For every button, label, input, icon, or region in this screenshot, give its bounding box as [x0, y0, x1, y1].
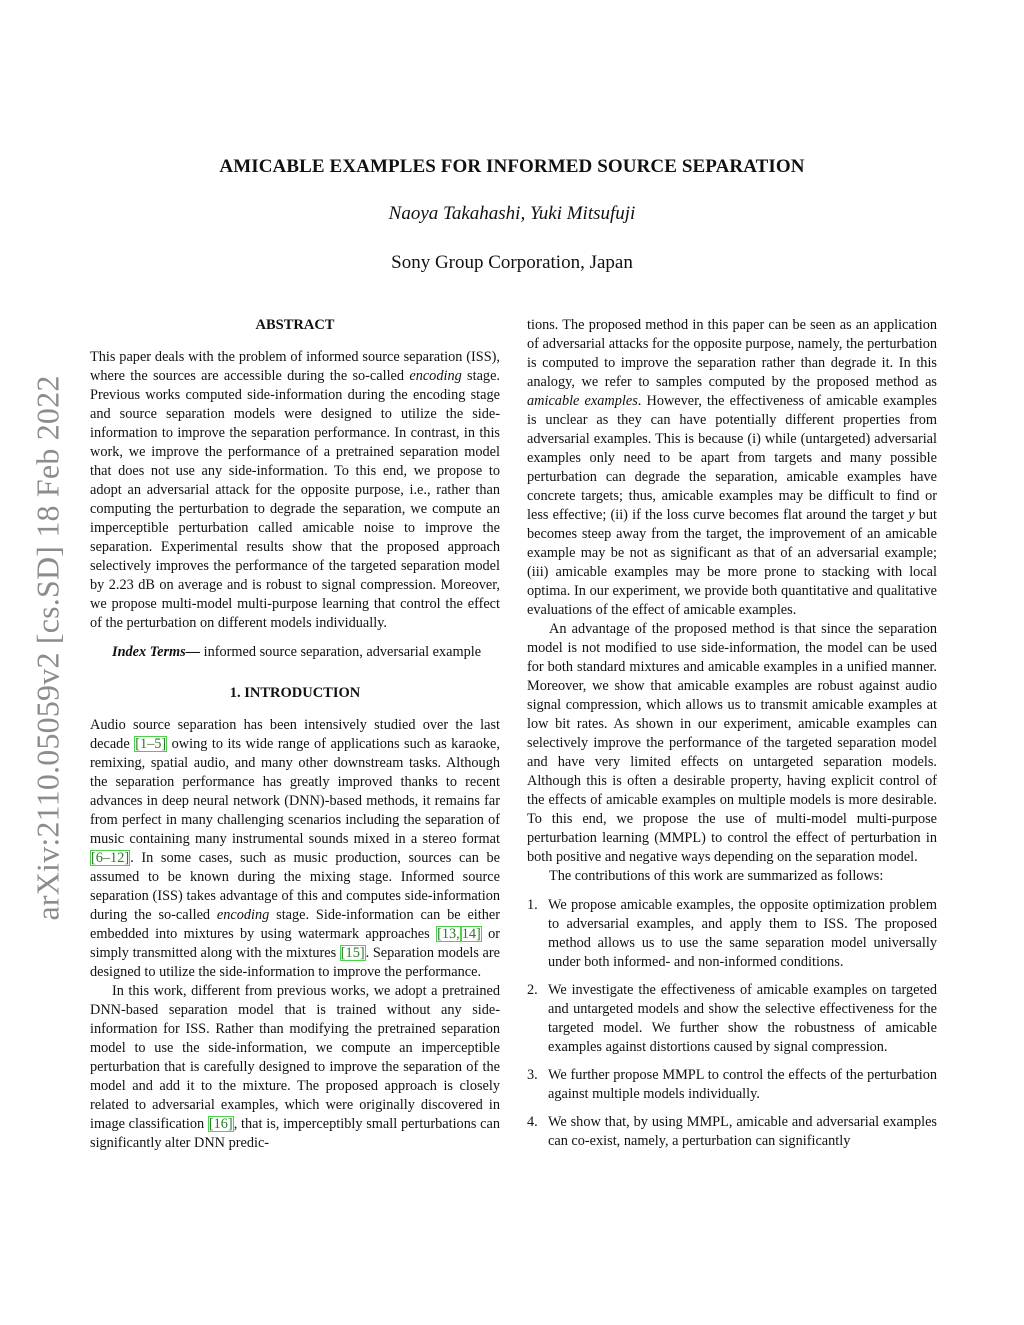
- intro-paragraph-2: [90, 982, 500, 1153]
- abstract-heading: ABSTRACT: [255, 317, 335, 333]
- target-variable-y: y: [908, 507, 915, 523]
- contributions-list: [527, 896, 937, 1151]
- citation-link[interactable]: [1–5]: [135, 736, 167, 752]
- paper-authors: Naoya Takahashi, Yuki Mitsufuji: [388, 203, 636, 224]
- right-paragraph-2: An advantage of the proposed method is that since the separation model is not modified to use side-information, the model can be used for both standard mixtures and amicable examples in a unified manner. Moreover, we show that amicable examples are robust against audio signal compression, which allows us to transmit amicable examples at low bit rates. As shown in our experiment, amicable examples can selectively improve the performance of the targeted separation model and have very limited effects on untargeted separation models. Although this is often a desirable property, having explicit control of the effects of amicable examples on multiple models is more desirable. To this end, we propose the use of multi-model multi-purpose perturbation learning (MMPL) to control the effect of perturbation in both positive and negative ways depending on the separation model.: [527, 621, 937, 865]
- intro-text-part: stage. Side-information can be either embedded into mixtures by using watermark approaches: [90, 907, 500, 942]
- paper-title: AMICABLE EXAMPLES FOR INFORMED SOURCE SEPARATION: [219, 156, 805, 177]
- list-item-text: We further propose MMPL to control the effects of the perturbation against multiple models individually.: [548, 1067, 937, 1102]
- abstract-text-part: This paper deals with the problem of informed source separation (ISS), where the sources are accessible during the so-called: [90, 349, 500, 384]
- intro-text-part: . In some cases, such as music production, sources can be assumed to be known during the mixing stage. Informed source separation (ISS) takes advantage of this and computes side-information during the so-called: [90, 850, 500, 923]
- list-item-number: 1.: [527, 897, 538, 913]
- intro-text-part: In this work, different from previous works, we adopt a pretrained DNN-based separation model that is trained without any side-information for ISS. Rather than modifying the pretrained separation model to use the side-information, we compute an imperceptible perturbation that is carefully designed to improve the separation of the model and add it to the mixture. The proposed approach is closely related to adversarial examples, which were originally discovered in image classification: [90, 983, 500, 1132]
- amicable-examples-term: amicable examples: [527, 393, 638, 409]
- citation-link[interactable]: [13,: [437, 926, 460, 942]
- list-item-text: We propose amicable examples, the opposite optimization problem to adversarial examples, and apply them to ISS. The proposed method allows us to use the same separation model universally under both informed- and non-informed conditions.: [548, 897, 937, 970]
- abstract-text-part: stage. Previous works computed side-information during the encoding stage and source separation models were designed to utilize the side-information to improve the separation performance. In contrast, in this work, we improve the performance of a pretrained separation model that does not use any side-information. To this end, we propose to adopt an adversarial attack for the opposite purpose, i.e., rather than computing the perturbation to degrade the separation, we compute an imperceptible perturbation called amicable noise to improve the separation. Experimental results show that the proposed approach selectively improves the performance of the targeted separation model by 2.23 dB on average and is robust to signal compression. Moreover, we propose multi-model multi-purpose learning that control the effect of the perturbation on different models individually.: [90, 368, 500, 631]
- right-paragraph-3: The contributions of this work are summarized as follows:: [549, 868, 884, 884]
- index-terms: [90, 643, 500, 662]
- list-item: [527, 1066, 937, 1104]
- abstract-text: [90, 348, 500, 633]
- list-item-text: We show that, by using MMPL, amicable and adversarial examples can co-exist, namely, a perturbation can significantly: [548, 1114, 937, 1149]
- intro-text-part: . Separation models are designed to utilize the side-information to improve the performance.: [90, 945, 500, 980]
- citation-link[interactable]: 14]: [461, 926, 481, 942]
- list-item: [527, 981, 937, 1057]
- citation-link[interactable]: [16]: [208, 1116, 233, 1132]
- right-text-part: . However, the effectiveness of amicable examples is unclear as they can have potentially different properties from adversarial examples. This is because (i) while (untargeted) adversarial examples only need to be apart from targets and many possible perturbation can degrade the separation, amicable examples have concrete targets; thus, amicable examples may be difficult to find or less effective; (ii) if the loss curve becomes flat around the target: [527, 393, 937, 523]
- intro-text-part: , that is, imperceptibly small perturbations can significantly alter DNN predic-: [90, 1116, 500, 1151]
- citation-link[interactable]: [15]: [340, 945, 365, 961]
- right-text-part: but becomes steep away from the target, the improvement of an amicable example may be not as significant as that of an adversarial example; (iii) amicable examples may be more prone to stacking with local optima. In our experiment, we provide both quantitative and qualitative evaluations of the effect of amicable examples.: [527, 507, 938, 618]
- abstract-encoding-term: encoding: [409, 368, 462, 384]
- list-item-number: 2.: [527, 982, 538, 998]
- intro-paragraph-1: [90, 716, 500, 982]
- intro-encoding-term: encoding: [216, 907, 270, 923]
- intro-text-part: or simply transmitted along with the mixtures: [90, 926, 501, 961]
- intro-heading: 1. INTRODUCTION: [229, 685, 361, 701]
- intro-text-part: Audio source separation has been intensively studied over the last decade: [90, 717, 500, 752]
- arxiv-identifier-text: arXiv:2110.05059v2 [cs.SD] 18 Feb 2022: [29, 375, 66, 921]
- right-column: [527, 316, 937, 1160]
- list-item: [527, 1113, 937, 1151]
- list-item-number: 3.: [527, 1067, 538, 1083]
- citation-link[interactable]: [6–12]: [91, 850, 130, 866]
- list-item-text: We investigate the effectiveness of amicable examples on targeted and untargeted models and show the selective effectiveness for the targeted model. We further show the robustness of amicable examples against distortions caused by signal compression.: [548, 982, 937, 1055]
- index-terms-text: informed source separation, adversarial example: [200, 644, 482, 660]
- list-item-number: 4.: [527, 1114, 538, 1130]
- right-text-part: tions. The proposed method in this paper can be seen as an application of adversarial attacks for the opposite purpose, namely, the perturbation is computed to improve the separation rather than degrade it. In this analogy, we refer to samples computed by the proposed method as: [527, 317, 937, 390]
- list-item: [527, 896, 937, 972]
- paper-affiliation: Sony Group Corporation, Japan: [391, 252, 633, 273]
- left-column: [90, 316, 500, 1153]
- intro-text-part: owing to its wide range of applications such as karaoke, remixing, spatial audio, and many other downstream tasks. Although the separation performance has greatly improved thanks to recent advances in deep neural network (DNN)-based methods, it remains far from perfect in many challenging scenarios including the separation of music containing many instrumental sounds mixed in a stereo format: [90, 736, 500, 847]
- index-terms-label: Index Terms—: [112, 644, 201, 660]
- right-paragraph-1: [527, 316, 937, 620]
